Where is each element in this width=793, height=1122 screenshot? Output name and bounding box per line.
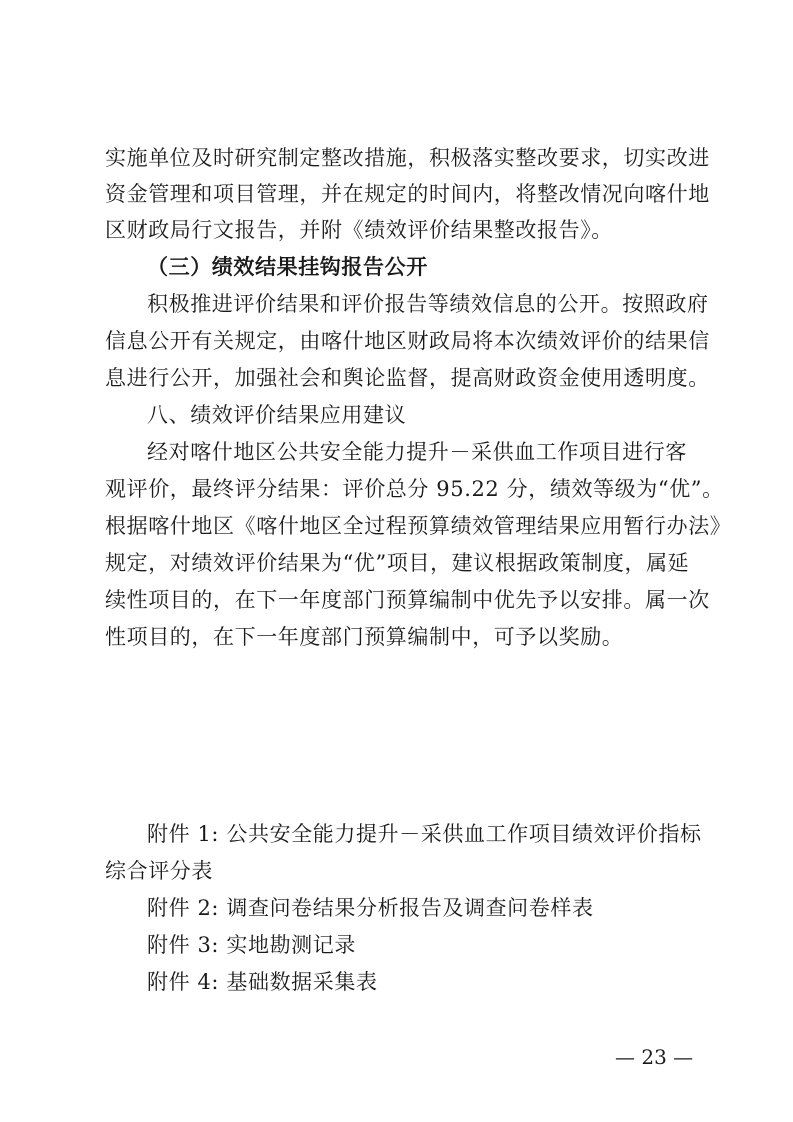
paragraph-2-line-1: 积极推进评价结果和评价报告等绩效信息的公开。按照政府 — [147, 292, 709, 316]
attachment-2: 附件 2: 调查问卷结果分析报告及调查问卷样表 — [147, 896, 594, 920]
section-heading-8: 八、绩效评价结果应用建议 — [147, 403, 407, 427]
paragraph-1-line-2: 资金管理和项目管理，并在规定的时间内，将整改情况向喀什地 — [105, 182, 710, 206]
paragraph-3-line-3: 根据喀什地区《喀什地区全过程预算绩效管理结果应用暂行办法》 — [105, 514, 732, 538]
paragraph-1-line-3: 区财政局行文报告，并附《绩效评价结果整改报告》。 — [105, 218, 613, 242]
paragraph-2-line-3: 息进行公开，加强社会和舆论监督，提高财政资金使用透明度。 — [105, 366, 710, 390]
paragraph-3-line-2: 观评价，最终评分结果：评价总分 95.22 分，绩效等级为“优”。 — [105, 477, 724, 501]
attachment-1-line-2: 综合评分表 — [105, 859, 213, 883]
attachment-1-line-1: 附件 1: 公共安全能力提升－采供血工作项目绩效评价指标 — [147, 822, 702, 846]
paragraph-3-line-5: 续性项目的，在下一年度部门预算编制中优先予以安排。属一次 — [105, 588, 710, 612]
paragraph-3-line-4: 规定，对绩效评价结果为“优”项目，建议根据政策制度，属延 — [105, 551, 690, 575]
paragraph-3-line-6: 性项目的，在下一年度部门预算编制中，可予以奖励。 — [105, 625, 624, 649]
paragraph-2-line-2: 信息公开有关规定，由喀什地区财政局将本次绩效评价的结果信 — [105, 329, 710, 353]
section-heading-3: （三）绩效结果挂钩报告公开 — [147, 254, 428, 279]
attachment-3: 附件 3: 实地勘测记录 — [147, 933, 356, 957]
paragraph-3-line-1: 经对喀什地区公共安全能力提升－采供血工作项目进行客 — [147, 440, 687, 464]
paragraph-1-line-1: 实施单位及时研究制定整改措施，积极落实整改要求，切实改进 — [105, 146, 710, 170]
page-number: — 23 — — [615, 1045, 694, 1069]
attachment-4: 附件 4: 基础数据采集表 — [147, 970, 378, 994]
